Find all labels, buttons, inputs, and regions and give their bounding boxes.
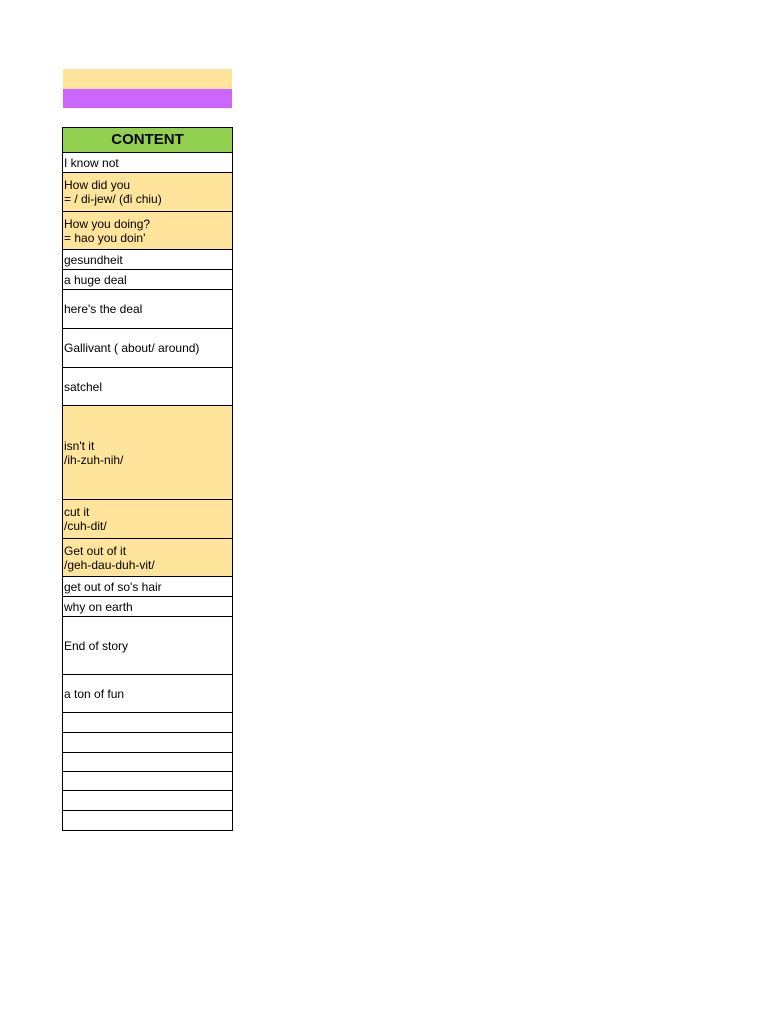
cell-text: get out of so's hair — [64, 579, 162, 594]
table-cell — [63, 290, 233, 329]
cell-text: Gallivant ( about/ around) — [64, 341, 200, 355]
table-cell — [63, 675, 233, 713]
table-cell — [63, 733, 233, 753]
table-cell — [63, 329, 233, 368]
table-cell — [63, 713, 233, 733]
table-cell — [63, 153, 233, 173]
table-row — [63, 368, 233, 406]
table-row — [63, 270, 233, 290]
cell-text: cut it /cuh-dit/ — [64, 505, 107, 533]
cell-text: End of story — [64, 638, 129, 653]
table-cell — [63, 212, 233, 250]
table-row — [63, 772, 233, 791]
table-cell — [63, 406, 233, 500]
cell-text: I know not — [64, 155, 119, 170]
cell-text: isn't it /ih-zuh-nih/ — [64, 438, 124, 467]
table-cell — [63, 270, 233, 290]
table-row — [63, 733, 233, 753]
table-row — [63, 212, 233, 250]
cell-text: here's the deal — [64, 302, 143, 316]
yellow-band — [63, 69, 232, 89]
content-table — [62, 127, 233, 831]
table-cell — [63, 368, 233, 406]
table-cell — [63, 791, 233, 811]
table-cell — [63, 577, 233, 597]
table-row — [63, 675, 233, 713]
table-cell — [63, 250, 233, 270]
table-row — [63, 713, 233, 733]
cell-text: a ton of fun — [64, 686, 125, 701]
table-cell — [63, 811, 233, 831]
table-row — [63, 811, 233, 831]
table-row — [63, 577, 233, 597]
table-cell — [63, 753, 233, 772]
table-row — [63, 753, 233, 772]
table-cell — [63, 539, 233, 577]
table-row — [63, 597, 233, 617]
table-row — [63, 539, 233, 577]
header-row — [63, 128, 233, 153]
table-row — [63, 290, 233, 329]
table-cell — [63, 772, 233, 791]
cell-text: How you doing? = hao you doin' — [64, 216, 151, 245]
cell-text: gesundheit — [64, 252, 123, 267]
table-row — [63, 329, 233, 368]
table-cell — [63, 617, 233, 675]
table-row — [63, 791, 233, 811]
table-cell — [63, 173, 233, 212]
cell-text: why on earth — [64, 599, 133, 614]
cell-text: How did you = / di-jew/ (đi chiu) — [64, 178, 162, 206]
cell-text: satchel — [64, 379, 103, 394]
table-row — [63, 406, 233, 500]
table-row — [63, 250, 233, 270]
table-row — [63, 153, 233, 173]
table-body — [63, 153, 233, 831]
table-row — [63, 500, 233, 539]
table-cell — [63, 500, 233, 539]
table-row — [63, 173, 233, 212]
cell-text: Get out of it /geh-dau-duh-vit/ — [64, 543, 155, 572]
purple-band — [63, 89, 232, 108]
content-header: CONTENT — [63, 128, 233, 153]
cell-text: a huge deal — [64, 272, 127, 287]
table-cell — [63, 597, 233, 617]
table-row — [63, 617, 233, 675]
